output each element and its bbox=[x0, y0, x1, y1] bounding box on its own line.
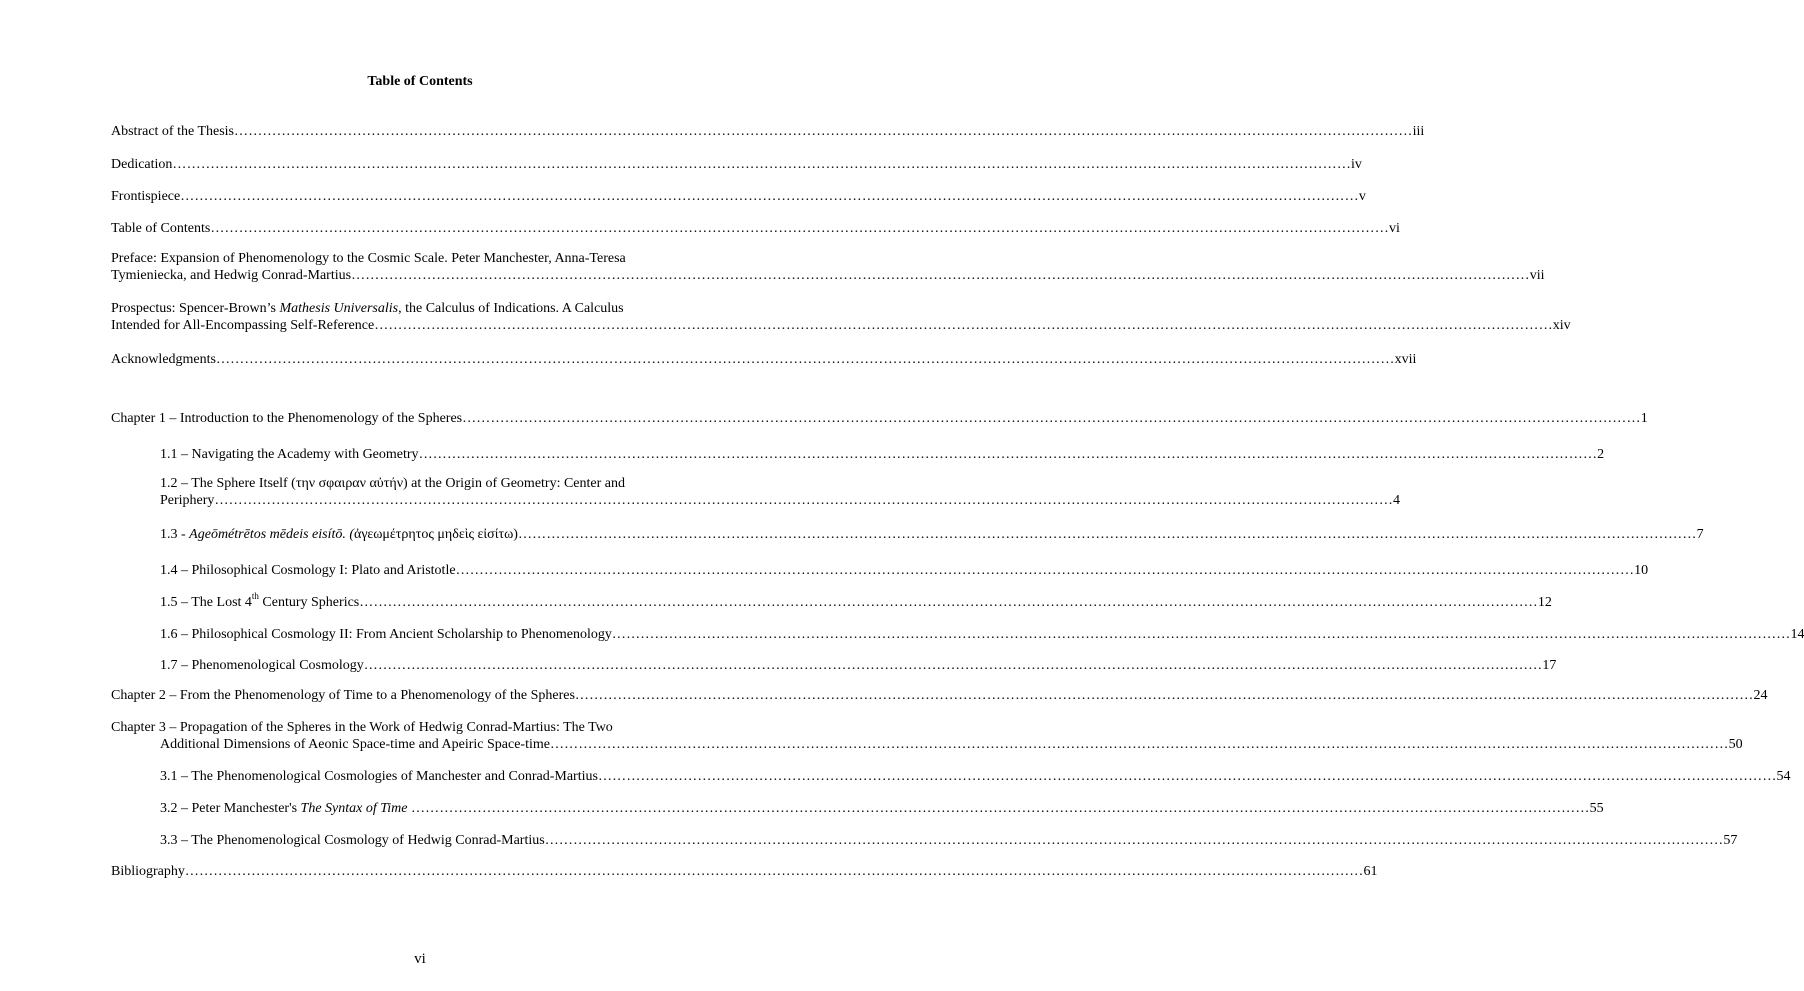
page-number: 2 bbox=[1597, 447, 1605, 462]
page-number: v bbox=[1358, 189, 1366, 204]
toc-entry-section-3-1[interactable]: 3.1 – The Phenomenological Cosmologies of Manchester and Conrad-Martius …………………………………………………………………………………………………………………………………………………………………………………………………………………………… 54 bbox=[160, 769, 1791, 784]
toc-entry-section-1-2[interactable]: 1.2 – The Sphere Itself (την σφαιραν αὐτήν) at the Origin of Geometry: Center and Periphery …………………………………………………………………………………………………………………………………………………………………………………………………………………………… 4 bbox=[160, 476, 1401, 508]
page-number: 54 bbox=[1776, 769, 1791, 784]
page-number: 61 bbox=[1363, 864, 1378, 879]
leader-dots: …………………………………………………………………………………………………………………………………………………………………………………………………………………………… bbox=[410, 801, 1590, 816]
leader-dots: …………………………………………………………………………………………………………………………………………………………………………………………………………………………… bbox=[214, 493, 1394, 508]
page-title: Table of Contents bbox=[367, 74, 473, 89]
page-number: 12 bbox=[1537, 595, 1552, 610]
leader-dots: …………………………………………………………………………………………………………………………………………………………………………………………………………………………… bbox=[462, 411, 1641, 426]
page-number: 50 bbox=[1728, 737, 1743, 752]
toc-entry-section-1-5[interactable]: 1.5 – The Lost 4th Century Spherics …………………………………………………………………………………………………………………………………………………………………………………………………………………………… 12 bbox=[160, 591, 1552, 610]
page-number: 55 bbox=[1589, 801, 1604, 816]
toc-entry-section-1-7[interactable]: 1.7 – Phenomenological Cosmology …………………………………………………………………………………………………………………………………………………………………………………………………………………………… 17 bbox=[160, 658, 1557, 673]
toc-entry-section-1-4[interactable]: 1.4 – Philosophical Cosmology I: Plato and Aristotle …………………………………………………………………………………………………………………………………………………………………………………………………………………………… 10 bbox=[160, 563, 1649, 578]
page-number: xiv bbox=[1552, 318, 1571, 333]
page-number: xvii bbox=[1394, 352, 1417, 367]
toc-entry-section-1-3[interactable]: 1.3 - Ageōmétrētos mēdeis eisítō. (ἀγεωμέτρητος μηδεὶς εἰσίτω) …………………………………………………………………………………………………………………………………………………………………………………………………………………………… 7 bbox=[160, 527, 1704, 542]
leader-dots: …………………………………………………………………………………………………………………………………………………………………………………………………………………………… bbox=[359, 595, 1538, 610]
toc-entry-abstract[interactable]: Abstract of the Thesis …………………………………………………………………………………………………………………………………………………………………………………………………………………………… iii bbox=[111, 124, 1425, 139]
toc-entry-section-3-3[interactable]: 3.3 – The Phenomenological Cosmology of Hedwig Conrad-Martius …………………………………………………………………………………………………………………………………………………………………………………………………………………………… 57 bbox=[160, 833, 1738, 848]
leader-dots: …………………………………………………………………………………………………………………………………………………………………………………………………………………………… bbox=[363, 658, 1543, 673]
leader-dots: …………………………………………………………………………………………………………………………………………………………………………………………………………………………… bbox=[215, 352, 1395, 367]
leader-dots: …………………………………………………………………………………………………………………………………………………………………………………………………………………………… bbox=[184, 864, 1364, 879]
leader-dots: …………………………………………………………………………………………………………………………………………………………………………………………………………………………… bbox=[549, 737, 1729, 752]
leader-dots: …………………………………………………………………………………………………………………………………………………………………………………………………………………………… bbox=[544, 833, 1724, 848]
page-number: 57 bbox=[1723, 833, 1738, 848]
page-number: 7 bbox=[1696, 527, 1704, 542]
toc-entry-chapter-3[interactable]: Chapter 3 – Propagation of the Spheres in the Work of Hedwig Conrad-Martius: The Two Additional Dimensions of Aeonic Space-time and Apeiric Space-time …………………………………………………………………………………………………………………………………………………………………………………………………………………………… 50 bbox=[111, 720, 1743, 752]
leader-dots: …………………………………………………………………………………………………………………………………………………………………………………………………………………………… bbox=[611, 627, 1791, 642]
leader-dots: …………………………………………………………………………………………………………………………………………………………………………………………………………………………… bbox=[180, 189, 1359, 204]
footer-page-number: vi bbox=[414, 951, 426, 967]
toc-entry-chapter-2[interactable]: Chapter 2 – From the Phenomenology of Time to a Phenomenology of the Spheres …………………………………………………………………………………………………………………………………………………………………………………………………………………………… 24 bbox=[111, 688, 1768, 703]
toc-entry-section-1-1[interactable]: 1.1 – Navigating the Academy with Geometry …………………………………………………………………………………………………………………………………………………………………………………………………………………………… 2 bbox=[160, 447, 1605, 462]
page-number: 14 bbox=[1790, 627, 1804, 642]
toc-entry-table-of-contents[interactable]: Table of Contents …………………………………………………………………………………………………………………………………………………………………………………………………………………………… vi bbox=[111, 221, 1400, 236]
leader-dots: …………………………………………………………………………………………………………………………………………………………………………………………………………………………… bbox=[172, 157, 1352, 172]
page-number: 10 bbox=[1634, 563, 1649, 578]
toc-entry-bibliography[interactable]: Bibliography …………………………………………………………………………………………………………………………………………………………………………………………………………………………… 61 bbox=[111, 864, 1378, 879]
page-number: 17 bbox=[1542, 658, 1557, 673]
leader-dots: …………………………………………………………………………………………………………………………………………………………………………………………………………………………… bbox=[574, 688, 1754, 703]
leader-dots: …………………………………………………………………………………………………………………………………………………………………………………………………………………………… bbox=[210, 221, 1389, 236]
page-number: iii bbox=[1412, 124, 1425, 139]
toc-entry-chapter-1[interactable]: Chapter 1 – Introduction to the Phenomenology of the Spheres …………………………………………………………………………………………………………………………………………………………………………………………………………………………… 1 bbox=[111, 411, 1648, 426]
toc-entry-preface[interactable]: Preface: Expansion of Phenomenology to the Cosmic Scale. Peter Manchester, Anna-Teresa Tymieniecka, and Hedwig Conrad-Martius …………………………………………………………………………………………………………………………………………………………………………………………………………………………… vii bbox=[111, 251, 1545, 283]
leader-dots: …………………………………………………………………………………………………………………………………………………………………………………………………………………………… bbox=[234, 124, 1413, 139]
leader-dots: …………………………………………………………………………………………………………………………………………………………………………………………………………………………… bbox=[597, 769, 1777, 784]
toc-entry-dedication[interactable]: Dedication …………………………………………………………………………………………………………………………………………………………………………………………………………………………… iv bbox=[111, 157, 1362, 172]
leader-dots: …………………………………………………………………………………………………………………………………………………………………………………………………………………………… bbox=[374, 318, 1553, 333]
leader-dots: …………………………………………………………………………………………………………………………………………………………………………………………………………………………… bbox=[455, 563, 1635, 578]
page-number: vii bbox=[1529, 268, 1545, 283]
leader-dots: …………………………………………………………………………………………………………………………………………………………………………………………………………………………… bbox=[418, 447, 1598, 462]
page-number: 4 bbox=[1393, 493, 1401, 508]
toc-entry-section-3-2[interactable]: 3.2 – Peter Manchester's The Syntax of Time …………………………………………………………………………………………………………………………………………………………………………………………………………………………… 55 bbox=[160, 801, 1604, 816]
leader-dots: …………………………………………………………………………………………………………………………………………………………………………………………………………………………… bbox=[517, 527, 1697, 542]
toc-entry-frontispiece[interactable]: Frontispiece …………………………………………………………………………………………………………………………………………………………………………………………………………………………… v bbox=[111, 189, 1366, 204]
leader-dots: …………………………………………………………………………………………………………………………………………………………………………………………………………………………… bbox=[351, 268, 1530, 283]
page-number: vi bbox=[1388, 221, 1400, 236]
page-number: 24 bbox=[1753, 688, 1768, 703]
toc-entry-acknowledgments[interactable]: Acknowledgments …………………………………………………………………………………………………………………………………………………………………………………………………………………………… xvii bbox=[111, 352, 1417, 367]
toc-entry-section-1-6[interactable]: 1.6 – Philosophical Cosmology II: From Ancient Scholarship to Phenomenology …………………………………………………………………………………………………………………………………………………………………………………………………………………………… 14 bbox=[160, 627, 1804, 642]
toc-entry-prospectus[interactable]: Prospectus: Spencer-Brown’s Mathesis Universalis, the Calculus of Indications. A Calculus Intended for All-Encompassing Self-Reference …………………………………………………………………………………………………………………………………………………………………………………………………………………………… xiv bbox=[111, 301, 1571, 333]
page-number: iv bbox=[1351, 157, 1362, 172]
page-number: 1 bbox=[1640, 411, 1648, 426]
